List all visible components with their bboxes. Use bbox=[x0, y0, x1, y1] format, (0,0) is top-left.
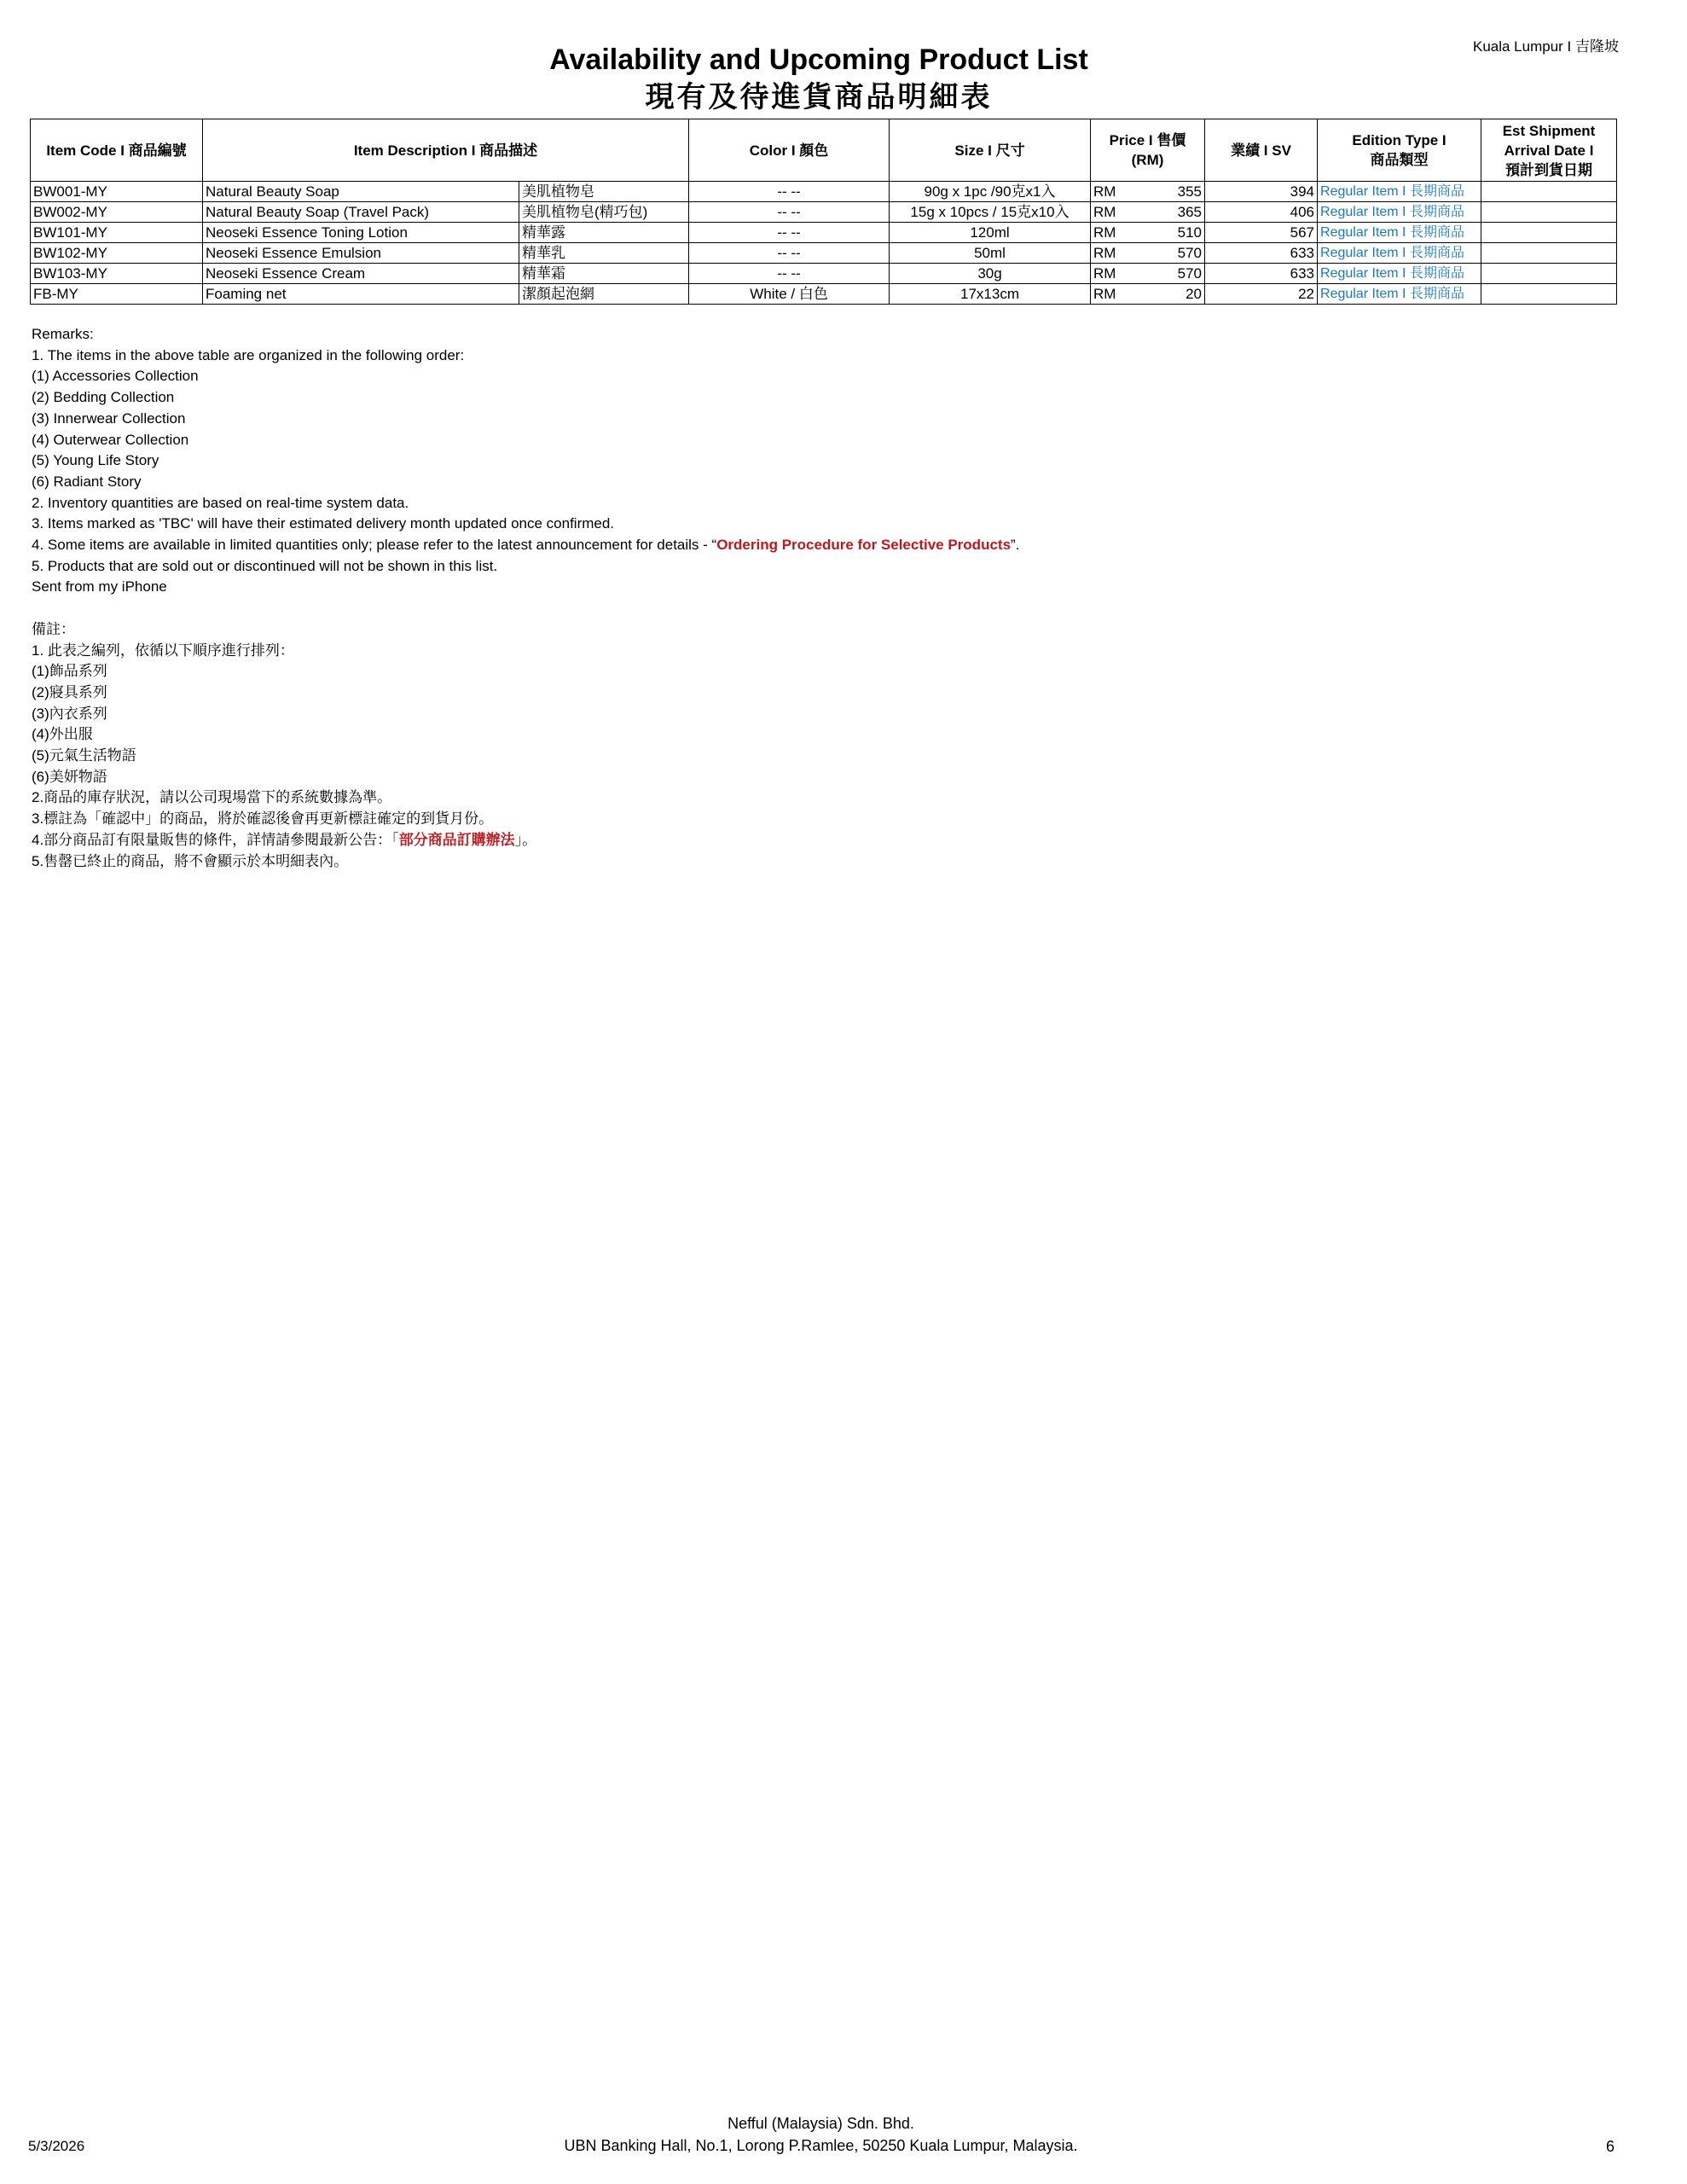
col-header-item-code: Item Code I 商品編號 bbox=[31, 119, 203, 182]
col-header-price: Price I 售價 (RM) bbox=[1091, 119, 1205, 182]
cell-shipment-date bbox=[1481, 264, 1617, 284]
cell-shipment-date bbox=[1481, 243, 1617, 264]
cell-edition-type: Regular Item I 長期商品 bbox=[1318, 243, 1481, 264]
cell-color: -- -- bbox=[689, 264, 890, 284]
remark-item-zh: 4.部分商品訂有限量販售的條件，詳情請參閱最新公告：「部分商品訂購辦法」。 bbox=[32, 831, 537, 848]
cell-sv: 633 bbox=[1205, 243, 1318, 264]
footer-company-block bbox=[0, 2112, 1642, 2157]
cell-description-en: Neoseki Essence Emulsion bbox=[203, 243, 519, 264]
remark-item-zh: 1. 此表之編列，依循以下順序進行排列： bbox=[32, 642, 294, 659]
remark-item: 2. Inventory quantities are based on real-time system data. bbox=[32, 494, 409, 511]
cell-currency: RM bbox=[1091, 243, 1145, 264]
cell-currency: RM bbox=[1091, 223, 1145, 243]
order-item: (3) Innerwear Collection bbox=[32, 410, 186, 427]
cell-description-en: Foaming net bbox=[203, 284, 519, 305]
cell-price: 570 bbox=[1145, 264, 1205, 284]
cell-shipment-date bbox=[1481, 182, 1617, 202]
cell-price: 365 bbox=[1145, 202, 1205, 223]
cell-sv: 394 bbox=[1205, 182, 1318, 202]
order-item: (5) Young Life Story bbox=[32, 452, 159, 469]
cell-edition-type: Regular Item I 長期商品 bbox=[1318, 182, 1481, 202]
page-title bbox=[0, 41, 1638, 116]
cell-size: 15g x 10pcs / 15克x10入 bbox=[890, 202, 1091, 223]
cell-currency: RM bbox=[1091, 182, 1145, 202]
order-item: (1) Accessories Collection bbox=[32, 368, 199, 385]
cell-price: 355 bbox=[1145, 182, 1205, 202]
col-header-edition-type: Edition Type I 商品類型 bbox=[1318, 119, 1481, 182]
order-item: (2) Bedding Collection bbox=[32, 389, 175, 406]
col-header-sv: 業績 I SV bbox=[1205, 119, 1318, 182]
col-header-color: Color I 顏色 bbox=[689, 119, 890, 182]
cell-description-en: Neoseki Essence Cream bbox=[203, 264, 519, 284]
cell-sv: 567 bbox=[1205, 223, 1318, 243]
title-english: Availability and Upcoming Product List bbox=[549, 44, 1088, 76]
remark-item-zh: 5.售罄已終止的商品，將不會顯示於本明細表內。 bbox=[32, 852, 349, 869]
cell-description-zh: 美肌植物皂 bbox=[519, 182, 689, 202]
order-item: (6) Radiant Story bbox=[32, 473, 142, 490]
order-item: (4) Outerwear Collection bbox=[32, 431, 189, 448]
cell-size: 17x13cm bbox=[890, 284, 1091, 305]
table-row bbox=[31, 202, 1617, 223]
remark-item: 1. The items in the above table are organized in the following order: bbox=[32, 346, 465, 363]
remarks-section bbox=[32, 324, 1019, 872]
table-row bbox=[31, 182, 1617, 202]
company-address: UBN Banking Hall, No.1, Lorong P.Ramlee, 50250 Kuala Lumpur, Malaysia. bbox=[564, 2137, 1078, 2154]
ordering-procedure-link[interactable]: Ordering Procedure for Selective Products bbox=[716, 537, 1012, 554]
remark-item-zh: 2.商品的庫存狀況，請以公司現場當下的系統數據為準。 bbox=[32, 789, 392, 806]
table-row bbox=[31, 243, 1617, 264]
remarks-heading: Remarks: bbox=[32, 326, 94, 342]
cell-color: -- -- bbox=[689, 243, 890, 264]
cell-price: 510 bbox=[1145, 223, 1205, 243]
cell-currency: RM bbox=[1091, 264, 1145, 284]
cell-price: 570 bbox=[1145, 243, 1205, 264]
cell-color: White / 白色 bbox=[689, 284, 890, 305]
cell-size: 30g bbox=[890, 264, 1091, 284]
col-header-shipment-date: Est Shipment Arrival Date I 預計到貨日期 bbox=[1481, 119, 1617, 182]
cell-shipment-date bbox=[1481, 284, 1617, 305]
footer-date: 5/3/2026 bbox=[28, 2138, 85, 2154]
remarks-heading-zh: 備註： bbox=[32, 620, 75, 637]
cell-sv: 406 bbox=[1205, 202, 1318, 223]
order-item-zh: (5)元氣生活物語 bbox=[32, 747, 136, 764]
table-header-row bbox=[31, 119, 1617, 182]
cell-item-code: BW101-MY bbox=[31, 223, 203, 243]
cell-description-zh: 精華露 bbox=[519, 223, 689, 243]
cell-item-code: BW001-MY bbox=[31, 182, 203, 202]
cell-description-en: Natural Beauty Soap bbox=[203, 182, 519, 202]
cell-currency: RM bbox=[1091, 202, 1145, 223]
cell-item-code: FB-MY bbox=[31, 284, 203, 305]
cell-color: -- -- bbox=[689, 202, 890, 223]
cell-size: 50ml bbox=[890, 243, 1091, 264]
page-number: 6 bbox=[1606, 2138, 1615, 2155]
cell-sv: 633 bbox=[1205, 264, 1318, 284]
cell-size: 90g x 1pc /90克x1入 bbox=[890, 182, 1091, 202]
remark-item: 4. Some items are available in limited quantities only; please refer to the latest announcement for details - “Ordering Procedure for Selective Products”. bbox=[32, 537, 1020, 554]
order-item-zh: (6)美妍物語 bbox=[32, 768, 107, 785]
remark-item: 5. Products that are sold out or discontinued will not be shown in this list. bbox=[32, 557, 498, 574]
cell-description-zh: 美肌植物皂(精巧包) bbox=[519, 202, 689, 223]
order-item-zh: (1)飾品系列 bbox=[32, 663, 107, 680]
cell-edition-type: Regular Item I 長期商品 bbox=[1318, 202, 1481, 223]
remark-item-zh: 3.標註為「確認中」的商品，將於確認後會再更新標註確定的到貨月份。 bbox=[32, 810, 494, 828]
cell-item-code: BW002-MY bbox=[31, 202, 203, 223]
cell-description-zh: 精華霜 bbox=[519, 264, 689, 284]
col-header-item-description: Item Description I 商品描述 bbox=[203, 119, 689, 182]
cell-currency: RM bbox=[1091, 284, 1145, 305]
cell-edition-type: Regular Item I 長期商品 bbox=[1318, 284, 1481, 305]
cell-edition-type: Regular Item I 長期商品 bbox=[1318, 223, 1481, 243]
cell-description-zh: 精華乳 bbox=[519, 243, 689, 264]
cell-price: 20 bbox=[1145, 284, 1205, 305]
cell-item-code: BW103-MY bbox=[31, 264, 203, 284]
col-header-size: Size I 尺寸 bbox=[890, 119, 1091, 182]
cell-sv: 22 bbox=[1205, 284, 1318, 305]
cell-description-en: Neoseki Essence Toning Lotion bbox=[203, 223, 519, 243]
table-row bbox=[31, 223, 1617, 243]
cell-shipment-date bbox=[1481, 223, 1617, 243]
cell-description-zh: 潔顏起泡網 bbox=[519, 284, 689, 305]
cell-shipment-date bbox=[1481, 202, 1617, 223]
company-name: Nefful (Malaysia) Sdn. Bhd. bbox=[728, 2115, 914, 2132]
order-item-zh: (2)寢具系列 bbox=[32, 683, 107, 700]
cell-item-code: BW102-MY bbox=[31, 243, 203, 264]
product-table bbox=[30, 119, 1617, 305]
order-item-zh: (4)外出服 bbox=[32, 726, 93, 743]
cell-size: 120ml bbox=[890, 223, 1091, 243]
cell-color: -- -- bbox=[689, 223, 890, 243]
spacer bbox=[32, 598, 1019, 619]
cell-edition-type: Regular Item I 長期商品 bbox=[1318, 264, 1481, 284]
location-label: Kuala Lumpur I 吉隆坡 bbox=[1472, 38, 1619, 55]
remark-item: 3. Items marked as 'TBC' will have their estimated delivery month updated once confirmed. bbox=[32, 515, 615, 532]
cell-color: -- -- bbox=[689, 182, 890, 202]
table-row bbox=[31, 284, 1617, 305]
table-row bbox=[31, 264, 1617, 284]
cell-description-en: Natural Beauty Soap (Travel Pack) bbox=[203, 202, 519, 223]
sent-note: Sent from my iPhone bbox=[32, 578, 167, 595]
ordering-procedure-link-zh[interactable]: 部分商品訂購辦法 bbox=[398, 831, 515, 848]
title-chinese: 現有及待進貨商品明細表 bbox=[645, 81, 993, 113]
order-item-zh: (3)內衣系列 bbox=[32, 705, 107, 722]
